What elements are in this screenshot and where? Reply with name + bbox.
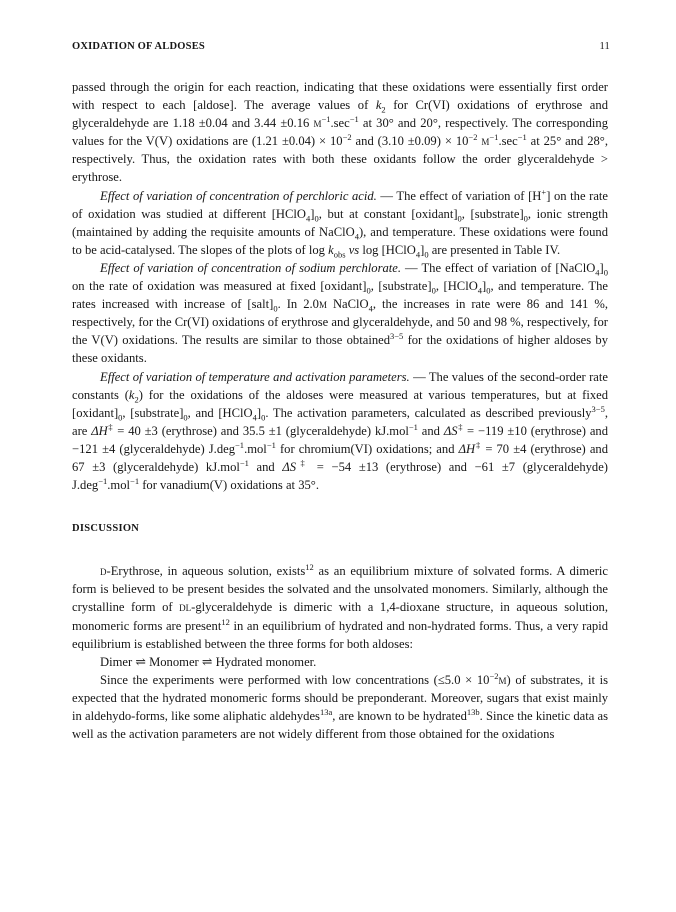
section-heading: DISCUSSION — [72, 523, 140, 535]
equilibrium-arrow-icon: ⇌ — [201, 654, 213, 669]
equilibrium-arrow-icon: ⇌ — [135, 654, 146, 669]
paragraph: Effect of variation of concentration of sodium perchlorate. — The effect of variation of $[NaClO_4]_0$ on the rate of oxidation was measured at fixed $[oxidant]_0$, $[substrate]_0$, $[HClO_4]_0$, and temperature. The rates increased with increase of $[salt]_0$. In 2.0m NaClO$_4$, the increases in rate were 86 and 141 %, respectively, for the Cr(VI) oxidations of erythrose and glyceraldehyde, and 50 and 98 %, respectively, for the V(V) oxidations. The results are similar to those obtained$^{3-5}$ for the oxidations of higher aldoses by these oxidants. — [72, 260, 609, 366]
paragraph: Effect of variation of temperature and activation parameters. — The values of the second-order rate constants $(k_2)$ for the oxidations of the aldoses were measured at various temperatures, but at fixed $[oxidant]_0$, $[substrate]_0$, and $[HClO_4]_0$. The activation parameters, calculated as described previously$^{3-5}$, are ΔH‡ = 40 ±3 (erythrose) and 35.5 ±1 (glyceraldehyde) kJ.mol$^{-1}$ and ΔS‡ = −119 ±10 (erythrose) and −121 ±4 (glyceraldehyde) J.deg$^{-1}$.mol$^{-1}$ for chromium(VI) oxidations; and ΔH‡ = 70 ±4 (erythrose) and 67 ±3 (glyceraldehyde) kJ.mol$^{-1}$ and ΔS‡ = −54 ±13 (erythrose) and −61 ±7 (glyceraldehyde) J.deg$^{-1}$.mol$^{-1}$ for vanadium(V) oxidations at 35°. — [72, 369, 609, 493]
paragraph: passed through the origin for each reaction, indicating that these oxidations were essentially first order with respect to each [aldose]. The average values of $k_2$ for Cr(VI) oxidations of erythrose and glyceraldehyde are 1.18 ±0.04 and 3.44 ±0.16 $m^{-1}.\sec^{-1}$ at 30° and 20°, respectively. The corresponding values for the V(V) oxidations are $(1.21 \pm 0.04) \times 10^{-2}$ and $(3.10 \pm 0.09) \times 10^{-2}$ $m^{-1}.\sec^{-1}$ at 25° and 28°, respectively. Thus, the oxidation rates with both these oxidants follow the order glyceraldehyde > erythrose. — [72, 80, 608, 185]
equilibrium-equation — [72, 653, 608, 671]
paragraph: Effect of variation of concentration of perchloric acid. — The effect of variation of [H+] on the rate of oxidation was studied at different $[HClO_4]_0$, but at constant $[oxidant]_0$, $[substrate]_0$, ionic strength (maintained by adding the requisite amounts of NaClO$_4$), and temperature. These oxidations were found to be acid-catalysed. The slopes of the plots of $\log k_{obs}$ vs $\log [HClO_4]_0$ are presented in Table IV. — [72, 186, 609, 260]
page-number: 11 — [599, 41, 610, 52]
running-head-title: OXIDATION OF ALDOSES — [72, 41, 205, 52]
equation-dimer: Dimer — [100, 654, 133, 669]
paragraph: d-Erythrose, in aqueous solution, exists$^{12}$ as an equilibrium mixture of solvated forms. A dimeric form is believed to be present besides the solvated and the unsolvated monomers. Similarly, although the crystalline form of dl-glyceraldehyde is dimeric with a 1,4-dioxane structure, in aqueous solution, monomeric forms are present$^{12}$ in an equilibrium of hydrated and non-hydrated forms. Thus, a very rapid equilibrium is established between the three forms for both aldoses: — [72, 562, 609, 651]
paragraph: Since the experiments were performed with low concentrations $(\le 5.0 \times 10^{-2}m)$ of substrates, it is expected that the hydrated monomeric forms should be preponderant. Moreover, sugars that exist mainly in aldehydo-forms, like some aliphatic aldehydes$^{13a}$, are known to be hydrated$^{13b}$. Since the kinetic data as well as the activation parameters are not widely different from those obtained for the oxidations — [72, 670, 609, 742]
equation-monomer: Monomer — [149, 654, 199, 669]
body-text — [72, 78, 608, 743]
equation-hydrated-monomer: Hydrated monomer. — [215, 654, 317, 669]
running-head — [72, 41, 610, 52]
